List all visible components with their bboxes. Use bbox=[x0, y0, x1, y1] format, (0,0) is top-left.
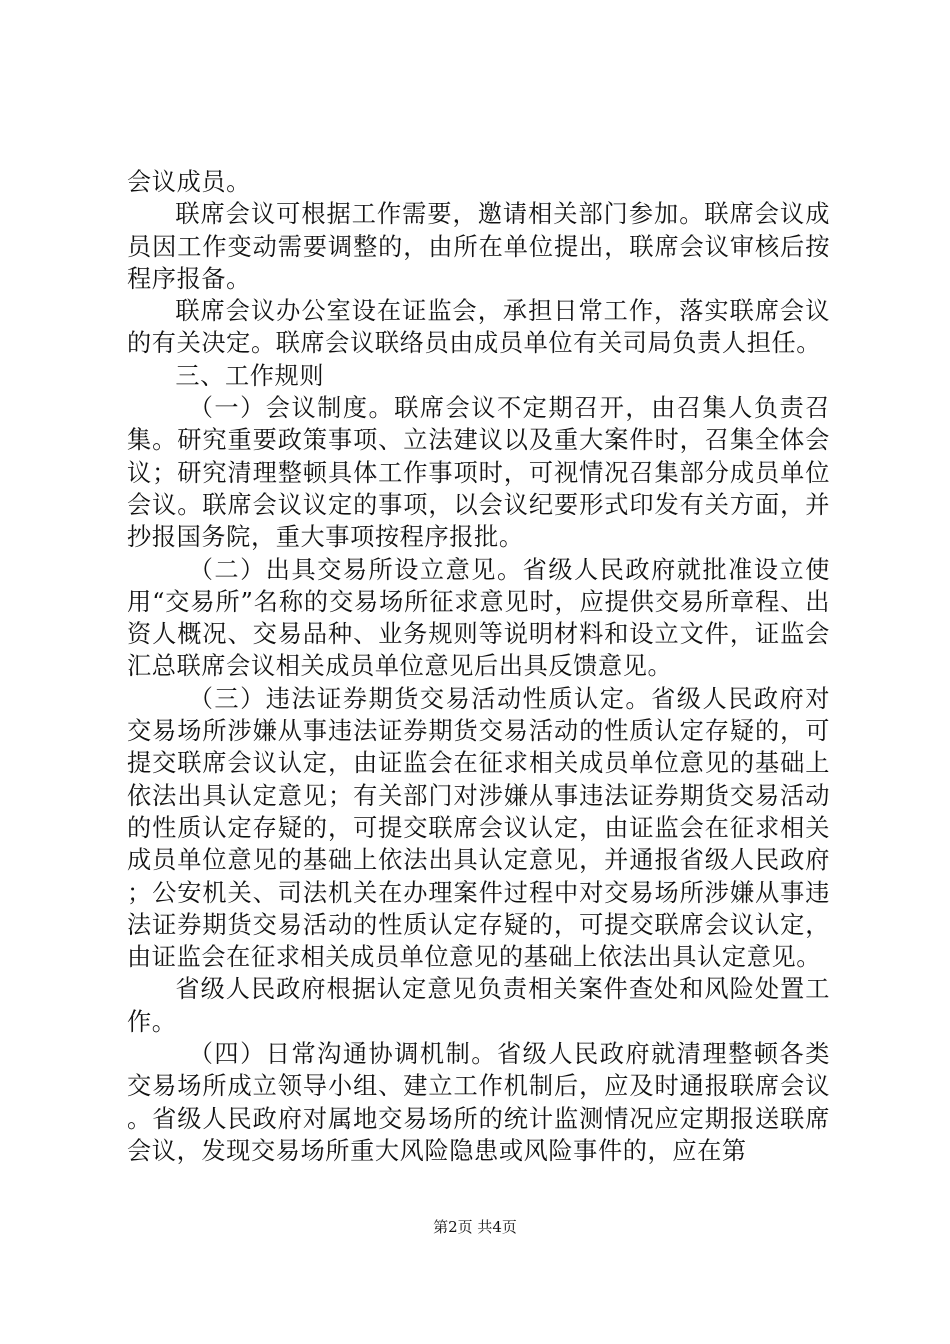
paragraph-office: 联席会议办公室设在证监会，承担日常工作，落实联席会议的有关决定。联席会议联络员由成员单位有关司局负责人担任。 bbox=[127, 297, 830, 358]
section-heading-work-rules: 三、工作规则 bbox=[175, 361, 325, 390]
paragraph-invite-departments: 联席会议可根据工作需要，邀请相关部门参加。联席会议成员因工作变动需要调整的，由所在单位提出，联席会议审核后按程序报备。 bbox=[127, 200, 830, 293]
paragraph-exchange-opinion: （二）出具交易所设立意见。省级人民政府就批准设立使用“交易所”名称的交易场所征求意见时，应提供交易所章程、出资人概况、交易品种、业务规则等说明材料和设立文件，证监会汇总联席会议相关成员单位意见后出具反馈意见。 bbox=[127, 555, 830, 681]
document-body bbox=[127, 166, 830, 1167]
paragraph-daily-coordination: （四）日常沟通协调机制。省级人民政府就清理整顿各类交易场所成立领导小组、建立工作机制后，应及时通报联席会议。省级人民政府对属地交易场所的统计监测情况应定期报送联席会议，发现交易场所重大风险隐患或风险事件的，应在第 bbox=[127, 1040, 830, 1165]
paragraph-continued: 会议成员。 bbox=[127, 168, 251, 196]
paragraph-meeting-system: （一）会议制度。联席会议不定期召开，由召集人负责召集。研究重要政策事项、立法建议以及重大案件时，召集全体会议；研究清理整顿具体工作事项时，可视情况召集部分成员单位会议。联席会议议定的事项，以会议纪要形式印发有关方面，并抄报国务院，重大事项按程序报批。 bbox=[127, 394, 830, 552]
paragraph-nature-determination: （三）违法证券期货交易活动性质认定。省级人民政府对交易场所涉嫌从事违法证券期货交易活动的性质认定存疑的，可提交联席会议认定，由证监会在征求相关成员单位意见的基础上依法出具认定意见；有关部门对涉嫌从事违法证券期货交易活动的性质认定存疑的，可提交联席会议认定，由证监会在征求相关成员单位意见的基础上依法出具认定意见，并通报省级人民政府；公安机关、司法机关在办理案件过程中对交易场所涉嫌从事违法证券期货交易活动的性质认定存疑的，可提交联席会议认定，由证监会在征求相关成员单位意见的基础上依法出具认定意见。 bbox=[127, 684, 830, 972]
paragraph-provincial-handling: 省级人民政府根据认定意见负责相关案件查处和风险处置工作。 bbox=[127, 975, 830, 1036]
page-number-footer: 第2页 共4页 bbox=[433, 1218, 517, 1236]
